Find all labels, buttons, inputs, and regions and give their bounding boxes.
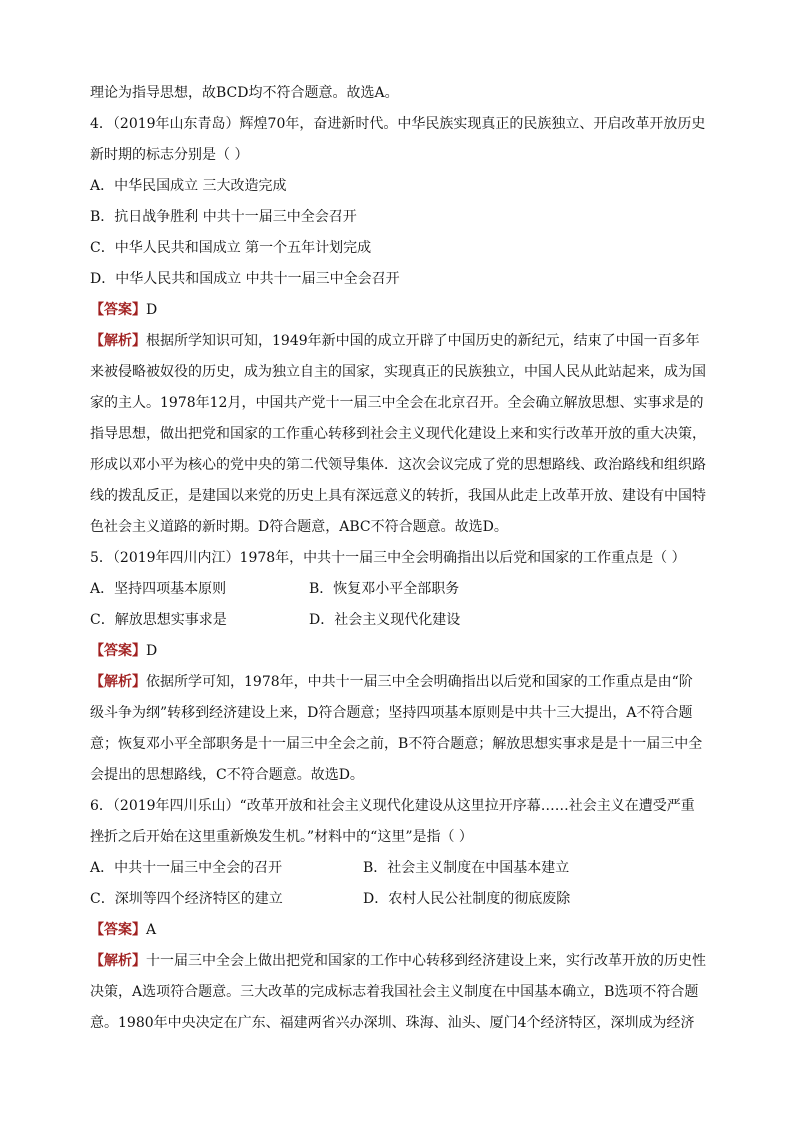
- q4-option-b: B．抗日战争胜利 中共十一届三中全会召开: [90, 209, 357, 225]
- q5-options-row-2: [90, 605, 710, 636]
- q5-answer-value: D: [146, 643, 158, 659]
- q4-stem-line-1: 4．（2019年山东青岛）辉煌70年，奋进新时代。中华民族实现真正的民族独立、开启改革开放历史: [90, 116, 706, 132]
- q5-analysis-line: 依据所学可知，1978年，中共十一届三中全会明确指出以后党和国家的工作重点是由“阶: [146, 674, 693, 690]
- q4-analysis-line: 色社会主义道路的新时期。D符合题意，ABC不符合题意。故选D。: [90, 519, 508, 535]
- q4-analysis-line: 指导思想，做出把党和国家的工作重心转移到社会主义现代化建设上来和实行改革开放的重大决策，: [90, 426, 706, 442]
- q6-analysis-line: 十一届三中全会上做出把党和国家的工作中心转移到经济建设上来，实行改革开放的历史性: [146, 953, 706, 969]
- q5-analysis-line: 意；恢复邓小平全部职务是十一届三中全会之前，B不符合题意；解放思想实事求是是十一届三中全: [90, 736, 703, 752]
- q6-options-row-1: [90, 853, 710, 884]
- question-4: [90, 109, 710, 543]
- q6-stem-line-2: 挫折之后开始在这里重新焕发生机。”材料中的“这里”是指（ ）: [90, 829, 473, 845]
- q5-option-a: A．坚持四项基本原则: [90, 581, 227, 597]
- q4-analysis-line: 来被侵略被奴役的历史，成为独立自主的国家，实现真正的民族独立，中国人民从此站起来，成为国: [90, 364, 706, 380]
- q4-option-c: C．中华人民共和国成立 第一个五年计划完成: [90, 240, 372, 256]
- q4-analysis-label: 【解析】: [90, 333, 146, 349]
- q6-answer: [90, 915, 710, 946]
- question-6: [90, 791, 710, 1039]
- q5-options-row-1: [90, 574, 710, 605]
- q6-option-c: C．深圳等四个经济特区的建立: [90, 891, 283, 907]
- q6-options-row-2: [90, 884, 710, 915]
- q4-option-d: D．中华人民共和国成立 中共十一届三中全会召开: [90, 271, 400, 287]
- q6-analysis: [90, 946, 710, 1039]
- q4-analysis-line: 根据所学知识可知，1949年新中国的成立开辟了中国历史的新纪元，结束了中国一百多年: [146, 333, 700, 349]
- q6-option-b: B．社会主义制度在中国基本建立: [363, 860, 570, 876]
- q6-answer-label: 【答案】: [90, 922, 146, 938]
- q5-analysis: [90, 667, 710, 791]
- q4-answer-label: 【答案】: [90, 302, 146, 318]
- q6-analysis-line: 决策，A选项符合题意。三大改革的完成标志着我国社会主义制度在中国基本确立，B选项不符合题: [90, 984, 699, 1000]
- q4-analysis-line: 家的主人。1978年12月，中国共产党十一届三中全会在北京召开。全会确立解放思想、实事求是的: [90, 395, 704, 411]
- q4-analysis-line: 形成以邓小平为核心的党中央的第二代领导集体．这次会议完成了党的思想路线、政治路线和组织路: [90, 457, 706, 473]
- intro-line: 理论为指导思想，故BCD均不符合题意。故选A。: [90, 85, 399, 101]
- q6-answer-value: A: [146, 922, 157, 938]
- q4-analysis: [90, 326, 710, 543]
- q4-answer-value: D: [146, 302, 158, 318]
- q6-analysis-line: 意。1980年中央决定在广东、福建两省兴办深圳、珠海、汕头、厦门4个经济特区，深圳成为经济: [90, 1015, 695, 1031]
- q5-analysis-label: 【解析】: [90, 674, 146, 690]
- q5-stem-line-1: 5．（2019年四川内江）1978年，中共十一届三中全会明确指出以后党和国家的工作重点是（ ）: [90, 550, 686, 566]
- q4-answer: [90, 295, 710, 326]
- q5-answer-label: 【答案】: [90, 643, 146, 659]
- q6-option-a: A．中共十一届三中全会的召开: [90, 860, 283, 876]
- q5-option-d: D．社会主义现代化建设: [309, 612, 461, 628]
- q6-option-d: D．农村人民公社制度的彻底废除: [363, 891, 571, 907]
- q5-answer: [90, 636, 710, 667]
- q5-option-b: B．恢复邓小平全部职务: [309, 581, 460, 597]
- q5-option-c: C．解放思想实事求是: [90, 612, 227, 628]
- q4-option-a: A．中华民国成立 三大改造完成: [90, 178, 287, 194]
- q5-analysis-line: 级斗争为纲”转移到经济建设上来，D符合题意；坚持四项基本原则是中共十三大提出，A不符合题: [90, 705, 693, 721]
- q4-stem-line-2: 新时期的标志分别是（ ）: [90, 147, 249, 163]
- q6-analysis-label: 【解析】: [90, 953, 146, 969]
- question-5: [90, 543, 710, 791]
- q6-stem-line-1: 6．（2019年四川乐山）“改革开放和社会主义现代化建设从这里拉开序幕……社会主义在遭受严重: [90, 798, 695, 814]
- document-page: [90, 78, 710, 1039]
- q4-analysis-line: 线的拨乱反正，是建国以来党的历史上具有深远意义的转折，我国从此走上改革开放、建设有中国特: [90, 488, 706, 504]
- q5-analysis-line: 会提出的思想路线，C不符合题意。故选D。: [90, 767, 364, 783]
